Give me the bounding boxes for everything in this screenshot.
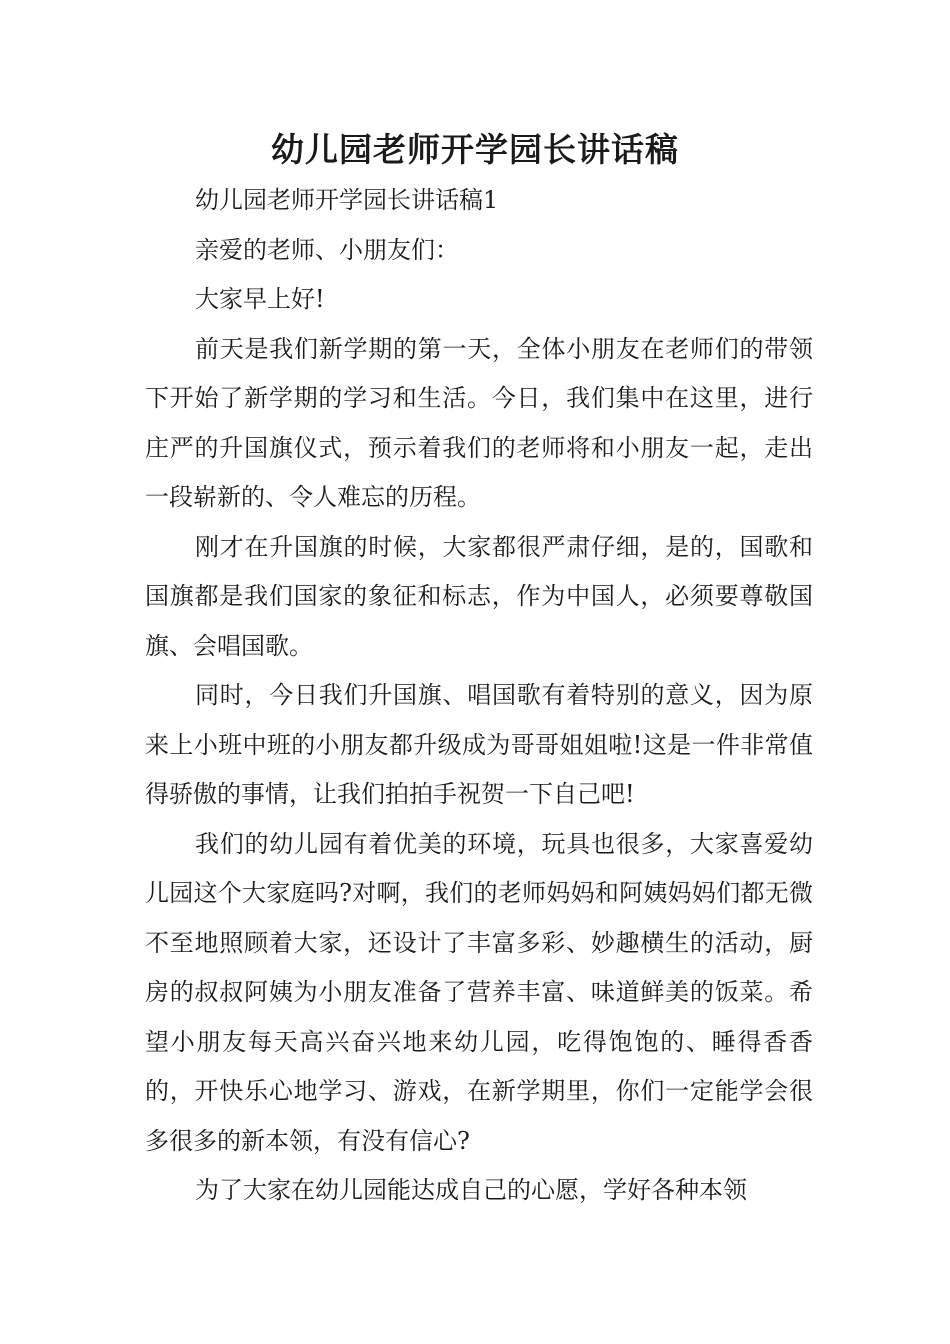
paragraph: 刚才在升国旗的时候，大家都很严肃仔细，是的，国歌和国旗都是我们国家的象征和标志，作为中国人，必须要尊敬国旗、会唱国歌。 <box>145 532 813 660</box>
document-title: 幼儿园老师开学园长讲话稿 <box>271 130 679 169</box>
paragraph-greeting: 大家早上好! <box>195 285 325 313</box>
paragraph: 前天是我们新学期的第一天，全体小朋友在老师们的带领下开始了新学期的学习和生活。今日，我们集中在这里，进行庄严的升国旗仪式，预示着我们的老师将和小朋友一起，走出一段崭新的、令人难忘的历程。 <box>145 334 813 511</box>
paragraph: 为了大家在幼儿园能达成自己的心愿，学好各种本领 <box>195 1176 747 1204</box>
paragraph-salutation: 亲爱的老师、小朋友们： <box>195 235 459 264</box>
document-body <box>145 176 813 1216</box>
paragraph-heading: 幼儿园老师开学园长讲话稿1 <box>195 186 499 214</box>
paragraph: 我们的幼儿园有着优美的环境，玩具也很多，大家喜爱幼儿园这个大家庭吗?对啊，我们的老师妈妈和阿姨妈妈们都无微不至地照顾着大家，还设计了丰富多彩、妙趣横生的活动，厨房的叔叔阿姨为小朋友准备了营养丰富、味道鲜美的饭菜。希望小朋友每天高兴奋兴地来幼儿园，吃得饱饱的、睡得香香的，开快乐心地学习、游戏，在新学期里，你们一定能学会很多很多的新本领，有没有信心? <box>145 829 813 1155</box>
paragraph: 同时，今日我们升国旗、唱国歌有着特别的意义，因为原来上小班中班的小朋友都升级成为哥哥姐姐啦!这是一件非常值得骄傲的事情，让我们拍拍手祝贺一下自己吧! <box>145 681 813 808</box>
